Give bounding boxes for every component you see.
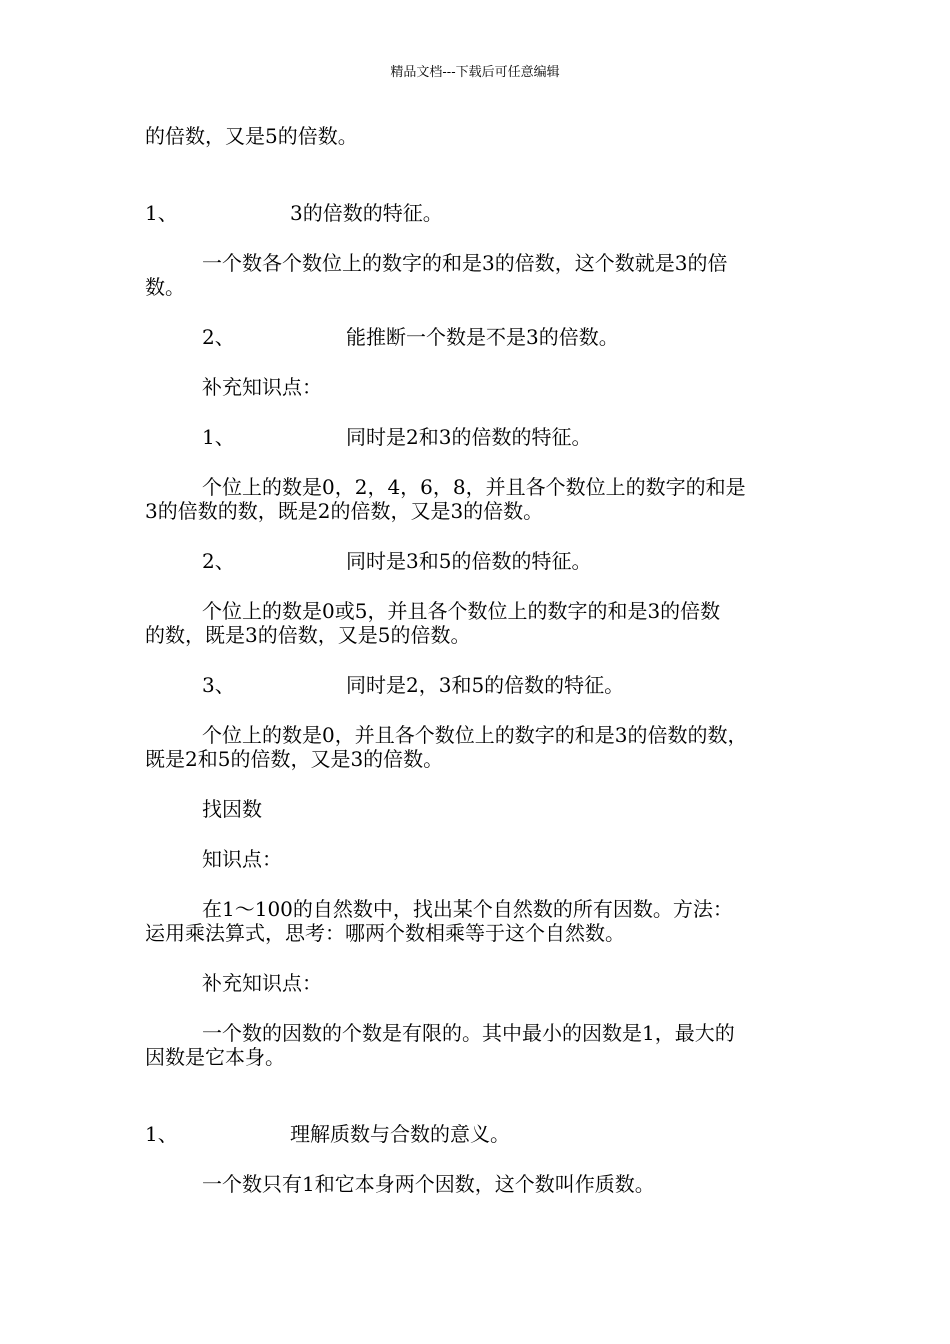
text-line: 数。 — [145, 275, 185, 299]
heading-text: 理解质数与合数的意义。 — [290, 1122, 510, 1146]
numbered-heading — [202, 548, 872, 574]
numbered-heading — [202, 324, 872, 350]
text-line: 3的倍数的数，既是2的倍数，又是3的倍数。 — [145, 499, 544, 523]
heading-text: 3的倍数的特征。 — [290, 201, 443, 225]
text-line: 个位上的数是0或5，并且各个数位上的数字的和是3的倍数 — [202, 599, 721, 623]
text-line: 的倍数，又是5的倍数。 — [145, 124, 358, 148]
text-line: 因数是它本身。 — [145, 1045, 285, 1069]
numbered-heading — [145, 1121, 815, 1147]
heading-text: 同时是2和3的倍数的特征。 — [346, 425, 592, 449]
section-label: 补充知识点： — [202, 971, 322, 995]
section-label: 找因数 — [202, 797, 262, 821]
text-line: 的数，既是3的倍数，又是5的倍数。 — [145, 623, 471, 647]
numbered-heading — [202, 672, 872, 698]
heading-number: 1、 — [145, 201, 178, 225]
text-line: 一个数各个数位上的数字的和是3的倍数，这个数就是3的倍 — [202, 251, 728, 275]
section-label: 知识点： — [202, 847, 282, 871]
page-header: 精品文档---下载后可任意编辑 — [390, 65, 560, 80]
numbered-heading — [145, 200, 815, 226]
heading-number: 1、 — [202, 425, 235, 449]
text-line: 运用乘法算式，思考：哪两个数相乘等于这个自然数。 — [145, 921, 625, 945]
text-line: 一个数的因数的个数是有限的。其中最小的因数是1，最大的 — [202, 1021, 735, 1045]
heading-text: 能推断一个数是不是3的倍数。 — [346, 325, 619, 349]
text-line: 个位上的数是0，并且各个数位上的数字的和是3的倍数的数， — [202, 723, 748, 747]
heading-text: 同时是3和5的倍数的特征。 — [346, 549, 592, 573]
text-line: 个位上的数是0，2，4，6，8，并且各个数位上的数字的和是 — [202, 475, 746, 499]
text-line: 既是2和5的倍数，又是3的倍数。 — [145, 747, 444, 771]
heading-number: 2、 — [202, 325, 235, 349]
heading-text: 同时是2，3和5的倍数的特征。 — [346, 673, 625, 697]
numbered-heading — [202, 424, 872, 450]
heading-number: 3、 — [202, 673, 235, 697]
section-label: 补充知识点： — [202, 375, 322, 399]
heading-number: 1、 — [145, 1122, 178, 1146]
text-line: 在1～100的自然数中，找出某个自然数的所有因数。方法： — [202, 897, 733, 921]
text-line: 一个数只有1和它本身两个因数，这个数叫作质数。 — [202, 1172, 655, 1196]
heading-number: 2、 — [202, 549, 235, 573]
